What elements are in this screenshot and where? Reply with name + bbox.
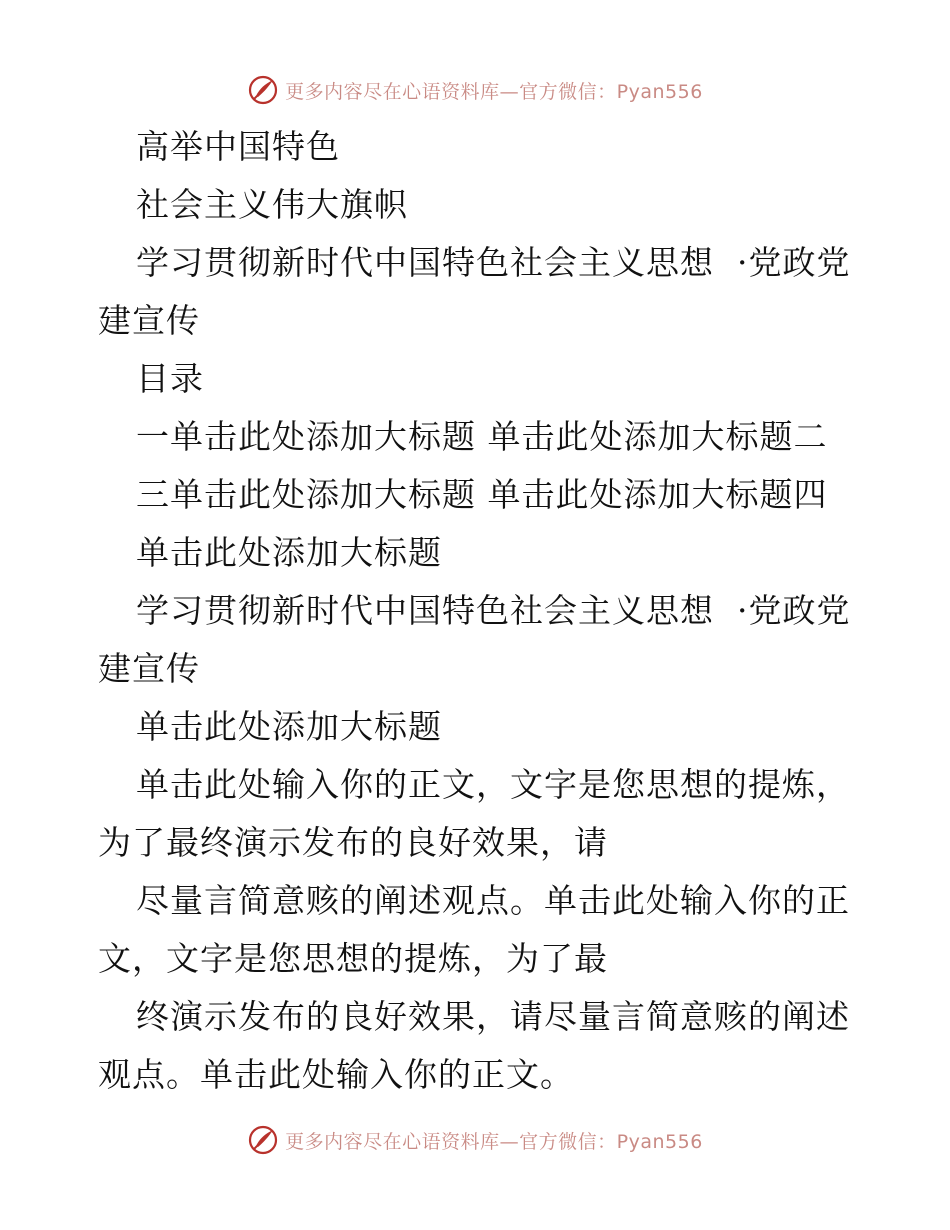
paragraph: 学习贯彻新时代中国特色社会主义思想 ·党政党建宣传: [98, 591, 851, 688]
watermark-text: 更多内容尽在心语资料库—官方微信：Pyan556: [285, 80, 703, 103]
paragraph: 目录: [136, 359, 204, 398]
footer-watermark: [0, 1122, 950, 1158]
paragraph: 社会主义伟大旗帜: [136, 185, 408, 224]
quill-logo-icon: [247, 74, 279, 106]
paragraph: 单击此处添加大标题: [136, 707, 442, 746]
watermark-text: 更多内容尽在心语资料库—官方微信：Pyan556: [285, 1130, 703, 1153]
quill-logo-icon: [247, 1124, 279, 1156]
document-body: [98, 118, 858, 1104]
paragraph: 单击此处输入你的正文，文字是您思想的提炼，为了最终演示发布的良好效果，请: [98, 765, 850, 862]
paragraph: 一单击此处添加大标题 单击此处添加大标题二: [136, 417, 828, 456]
paragraph: 尽量言简意赅的阐述观点。单击此处输入你的正文，文字是您思想的提炼，为了最: [98, 881, 850, 978]
paragraph: 学习贯彻新时代中国特色社会主义思想 ·党政党建宣传: [98, 243, 851, 340]
paragraph: 高举中国特色: [136, 127, 340, 166]
paragraph: 终演示发布的良好效果，请尽量言简意赅的阐述观点。单击此处输入你的正文。: [98, 997, 850, 1094]
paragraph: 三单击此处添加大标题 单击此处添加大标题四: [136, 475, 828, 514]
header-watermark: [0, 72, 950, 108]
paragraph: 单击此处添加大标题: [136, 533, 442, 572]
